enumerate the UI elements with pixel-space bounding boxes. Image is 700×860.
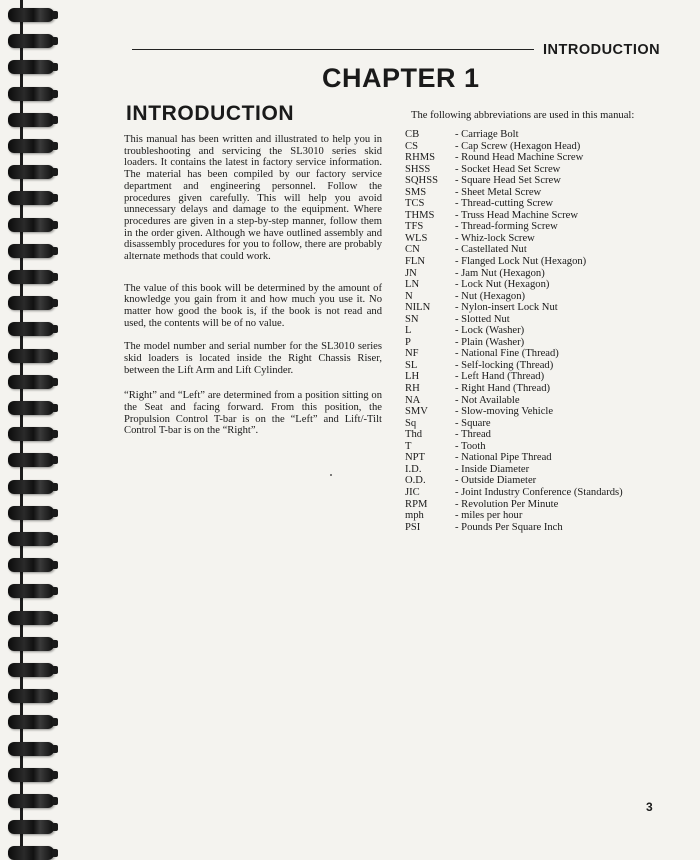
- abbreviation-code: JIC: [405, 486, 420, 498]
- abbreviation-row: [405, 314, 665, 326]
- abbreviation-row: [405, 395, 665, 407]
- section-title: INTRODUCTION: [126, 102, 295, 125]
- binding-ring: [8, 401, 54, 415]
- binding-ring: [8, 794, 54, 808]
- abbreviation-row: [405, 348, 665, 360]
- binding-ring: [8, 113, 54, 127]
- abbreviation-definition: - Thread-cutting Screw: [455, 198, 554, 210]
- abbreviation-row: [405, 210, 665, 222]
- abbreviation-code: RH: [405, 383, 420, 395]
- abbreviation-row: [405, 406, 665, 418]
- abbreviation-code: TCS: [405, 198, 425, 210]
- abbreviation-row: [405, 233, 665, 245]
- abbreviation-code: N: [405, 290, 413, 302]
- abbreviation-code: SL: [405, 359, 418, 371]
- abbreviation-row: [405, 452, 665, 464]
- abbreviation-definition: - Outside Diameter: [455, 475, 537, 487]
- binding-ring: [8, 270, 54, 284]
- abbreviation-code: T: [405, 440, 412, 452]
- abbreviation-definition: - Slow-moving Vehicle: [455, 406, 554, 418]
- abbreviation-code: TFS: [405, 221, 424, 233]
- abbreviation-definition: - Castellated Nut: [455, 244, 527, 256]
- abbreviation-definition: - Right Hand (Thread): [455, 383, 551, 395]
- abbreviation-definition: - Cap Screw (Hexagon Head): [455, 140, 581, 152]
- abbreviation-definition: - Jam Nut (Hexagon): [455, 267, 545, 279]
- abbreviation-row: [405, 522, 665, 534]
- abbreviation-definition: - Socket Head Set Screw: [455, 163, 561, 175]
- binding-ring: [8, 846, 54, 860]
- abbreviation-definition: - Carriage Bolt: [455, 129, 519, 140]
- binding-ring: [8, 637, 54, 651]
- binding-ring: [8, 244, 54, 258]
- abbreviation-code: WLS: [405, 232, 428, 244]
- abbreviation-row: [405, 360, 665, 372]
- abbreviation-code: SMV: [405, 406, 428, 418]
- binding-ring: [8, 532, 54, 546]
- spiral-binding: [0, 0, 58, 854]
- binding-ring: [8, 715, 54, 729]
- abbreviation-definition: - Not Available: [455, 394, 520, 406]
- abbreviation-definition: - Lock Nut (Hexagon): [455, 279, 550, 291]
- binding-ring: [8, 768, 54, 782]
- header-rule: [132, 49, 534, 50]
- abbreviation-row: [405, 464, 665, 476]
- binding-ring: [8, 322, 54, 336]
- abbreviation-definition: - National Pipe Thread: [455, 452, 552, 464]
- abbreviation-row: [405, 221, 665, 233]
- binding-ring: [8, 87, 54, 101]
- binding-ring: [8, 165, 54, 179]
- abbreviation-row: [405, 475, 665, 487]
- right-left-paragraph: “Right” and “Left” are determined from a position sitting on the Seat and facing forward. From this position, the Propulsion Control T-bar is on the “Left” and Lift/-Tilt Control T-bar is on the “Right”.: [124, 390, 382, 437]
- binding-ring: [8, 506, 54, 520]
- binding-ring: [8, 8, 54, 22]
- abbreviation-definition: - Revolution Per Minute: [455, 498, 559, 510]
- abbreviation-row: [405, 256, 665, 268]
- abbreviation-definition: - National Fine (Thread): [455, 348, 559, 360]
- abbreviation-code: Sq: [405, 417, 417, 429]
- abbreviation-row: [405, 429, 665, 441]
- abbreviation-definition: - Joint Industry Conference (Standards): [455, 486, 623, 498]
- abbreviation-definition: - Nut (Hexagon): [455, 290, 526, 302]
- binding-ring: [8, 480, 54, 494]
- abbreviation-row: [405, 487, 665, 499]
- abbreviation-code: P: [405, 336, 411, 348]
- abbreviation-row: [405, 325, 665, 337]
- abbreviation-code: L: [405, 325, 412, 337]
- abbreviation-row: [405, 141, 665, 153]
- abbreviation-definition: - Round Head Machine Screw: [455, 152, 584, 164]
- abbreviation-definition: - Inside Diameter: [455, 463, 530, 475]
- binding-ring: [8, 453, 54, 467]
- binding-ring: [8, 427, 54, 441]
- abbreviation-row: [405, 418, 665, 430]
- abbreviation-code: NILN: [405, 302, 431, 314]
- abbreviation-row: [405, 441, 665, 453]
- serial-number-paragraph: The model number and serial number for the SL3010 series skid loaders is located inside the Right Chassis Riser, between the Lift Arm and Lift Cylinder.: [124, 341, 382, 376]
- binding-ring: [8, 558, 54, 572]
- binding-ring: [8, 296, 54, 310]
- abbreviation-definition: - Slotted Nut: [455, 313, 510, 325]
- binding-ring: [8, 611, 54, 625]
- abbreviation-code: THMS: [405, 209, 435, 221]
- abbreviation-code: CN: [405, 244, 420, 256]
- paper-speck: [330, 474, 332, 476]
- chapter-title: CHAPTER 1: [322, 63, 480, 93]
- abbreviations-intro: The following abbreviations are used in this manual:: [411, 110, 635, 121]
- abbreviation-definition: - Square Head Set Screw: [455, 175, 561, 187]
- abbreviation-row: [405, 383, 665, 395]
- abbreviation-definition: - Left Hand (Thread): [455, 371, 545, 383]
- abbreviation-row: [405, 129, 665, 141]
- abbreviation-code: RPM: [405, 498, 428, 510]
- abbreviation-row: [405, 302, 665, 314]
- abbreviation-code: JN: [405, 267, 417, 279]
- abbreviation-code: NF: [405, 348, 419, 360]
- abbreviation-definition: - Flanged Lock Nut (Hexagon): [455, 256, 587, 268]
- abbreviation-code: O.D.: [405, 475, 426, 487]
- binding-ring: [8, 218, 54, 232]
- abbreviation-code: SQHSS: [405, 175, 438, 187]
- abbreviation-definition: - miles per hour: [455, 510, 523, 522]
- abbreviation-code: LH: [405, 371, 420, 383]
- abbreviation-row: [405, 291, 665, 303]
- binding-ring: [8, 663, 54, 677]
- abbreviation-code: SHSS: [405, 163, 431, 175]
- abbreviation-definition: - Nylon-insert Lock Nut: [455, 302, 558, 314]
- abbreviation-code: SMS: [405, 186, 427, 198]
- abbreviation-code: mph: [405, 510, 424, 522]
- binding-ring: [8, 60, 54, 74]
- page-number: 3: [646, 800, 653, 814]
- binding-ring: [8, 139, 54, 153]
- abbreviation-definition: - Truss Head Machine Screw: [455, 209, 578, 221]
- abbreviation-row: [405, 371, 665, 383]
- abbreviation-code: NA: [405, 394, 421, 406]
- binding-ring: [8, 375, 54, 389]
- abbreviation-row: [405, 187, 665, 199]
- abbreviation-definition: - Tooth: [455, 440, 486, 452]
- binding-ring: [8, 689, 54, 703]
- binding-ring: [8, 34, 54, 48]
- abbreviation-row: [405, 510, 665, 522]
- binding-ring: [8, 820, 54, 834]
- abbreviation-definition: - Self-locking (Thread): [455, 359, 554, 371]
- abbreviation-code: FLN: [405, 256, 426, 268]
- binding-ring: [8, 584, 54, 598]
- abbreviation-row: [405, 279, 665, 291]
- abbreviation-code: I.D.: [405, 463, 422, 475]
- abbreviation-definition: - Plain (Washer): [455, 336, 525, 348]
- abbreviation-code: RHMS: [405, 152, 436, 164]
- abbreviations-list: [405, 129, 665, 533]
- abbreviation-code: LN: [405, 279, 420, 291]
- introduction-text: [124, 134, 382, 449]
- value-paragraph: The value of this book will be determined by the amount of knowledge you gain from it and how much you use it. No matter how good the book is, if the book is not read and used, the contents will be of no value.: [124, 282, 382, 329]
- abbreviation-row: [405, 175, 665, 187]
- intro-paragraph: This manual has been written and illustrated to help you in troubleshooting and servicing the SL3010 series skid loaders. It contains the latest in factory service information. The material has been compiled by our factory service department and engineering personnel. Follow the procedures given carefully. This will help you avoid unnecessary delays and damage to the equipment. Where procedures are given in a step-by-step manner, follow them in the order given. Although we have outlined assembly and disassembly procedures for you to follow, there are probably alternate methods that could work.: [124, 134, 382, 263]
- abbreviation-code: PSI: [405, 521, 421, 533]
- abbreviation-code: CS: [405, 140, 418, 152]
- abbreviation-code: CB: [405, 129, 420, 140]
- binding-ring: [8, 191, 54, 205]
- binding-ring: [8, 742, 54, 756]
- abbreviation-row: [405, 164, 665, 176]
- abbreviation-definition: - Thread-forming Screw: [455, 221, 558, 233]
- abbreviation-definition: - Lock (Washer): [455, 325, 525, 337]
- abbreviation-code: Thd: [405, 429, 423, 441]
- abbreviation-definition: - Sheet Metal Screw: [455, 186, 542, 198]
- abbreviation-definition: - Pounds Per Square Inch: [455, 521, 563, 533]
- abbreviation-code: NPT: [405, 452, 426, 464]
- abbreviation-row: [405, 337, 665, 349]
- abbreviation-code: SN: [405, 313, 419, 325]
- abbreviation-row: [405, 198, 665, 210]
- binding-ring: [8, 349, 54, 363]
- running-header-title: INTRODUCTION: [543, 42, 661, 58]
- abbreviation-row: [405, 244, 665, 256]
- abbreviation-row: [405, 499, 665, 511]
- abbreviation-row: [405, 152, 665, 164]
- abbreviation-definition: - Square: [455, 417, 491, 429]
- abbreviation-row: [405, 268, 665, 280]
- abbreviation-definition: - Whiz-lock Screw: [455, 232, 535, 244]
- abbreviation-definition: - Thread: [455, 429, 491, 441]
